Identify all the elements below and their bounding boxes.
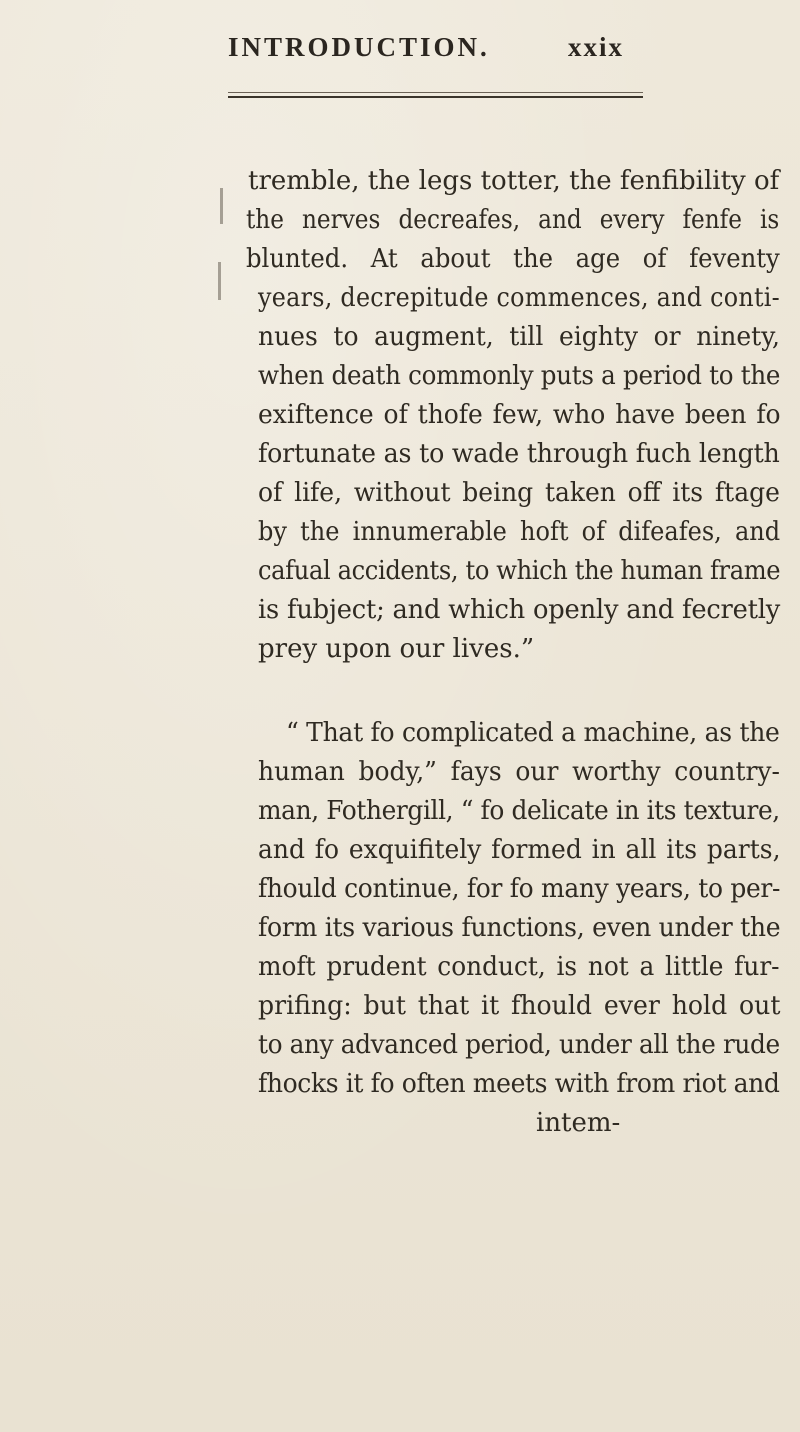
running-head: INTRODUCTION. xyxy=(228,32,490,62)
text-line: prifing: but that it fhould ever hold out xyxy=(258,991,781,1021)
text-line: by the innumerable hoft of difeafes, and xyxy=(258,517,781,547)
margin-mark xyxy=(218,262,221,300)
text-line: “ That fo complicated a machine, as the xyxy=(286,718,780,748)
margin-mark xyxy=(220,188,223,224)
text-line: when death commonly puts a period to the xyxy=(258,361,781,391)
header-rule-thin xyxy=(228,92,643,93)
text-line: tremble, the legs totter, the fenfibility of xyxy=(248,166,780,196)
text-line: man, Fothergill, “ fo delicate in its texture, xyxy=(258,796,780,826)
text-line: of life, without being taken off its ftage xyxy=(258,478,780,508)
text-line: fhocks it fo often meets with from riot and xyxy=(258,1069,780,1099)
page-number: xxix xyxy=(568,32,625,62)
text-line: prey upon our lives.” xyxy=(258,634,535,664)
text-line: human body,” fays our worthy country- xyxy=(258,757,780,787)
text-line: fhould continue, for fo many years, to per- xyxy=(258,874,781,904)
text-line: the nerves decreafes, and every fenfe is xyxy=(246,205,780,235)
header-rule xyxy=(228,96,643,98)
text-line: is fubject; and which openly and fecretly xyxy=(258,595,781,625)
text-line: fortunate as to wade through fuch length xyxy=(258,439,780,469)
text-line: intem- xyxy=(536,1108,621,1138)
text-line: years, decrepitude commences, and conti- xyxy=(258,283,781,313)
text-line: and fo exquifitely formed in all its parts, xyxy=(258,835,781,865)
text-line: form its various functions, even under the xyxy=(258,913,781,943)
text-line: to any advanced period, under all the rude xyxy=(258,1030,780,1060)
text-line: cafual accidents, to which the human frame xyxy=(258,556,781,586)
text-line: moft prudent conduct, is not a little fur- xyxy=(258,952,780,982)
text-line: blunted. At about the age of feventy xyxy=(246,244,780,274)
page-header xyxy=(0,30,800,70)
text-line: nues to augment, till eighty or ninety, xyxy=(258,322,780,352)
text-line: exiftence of thofe few, who have been fo xyxy=(258,400,781,430)
